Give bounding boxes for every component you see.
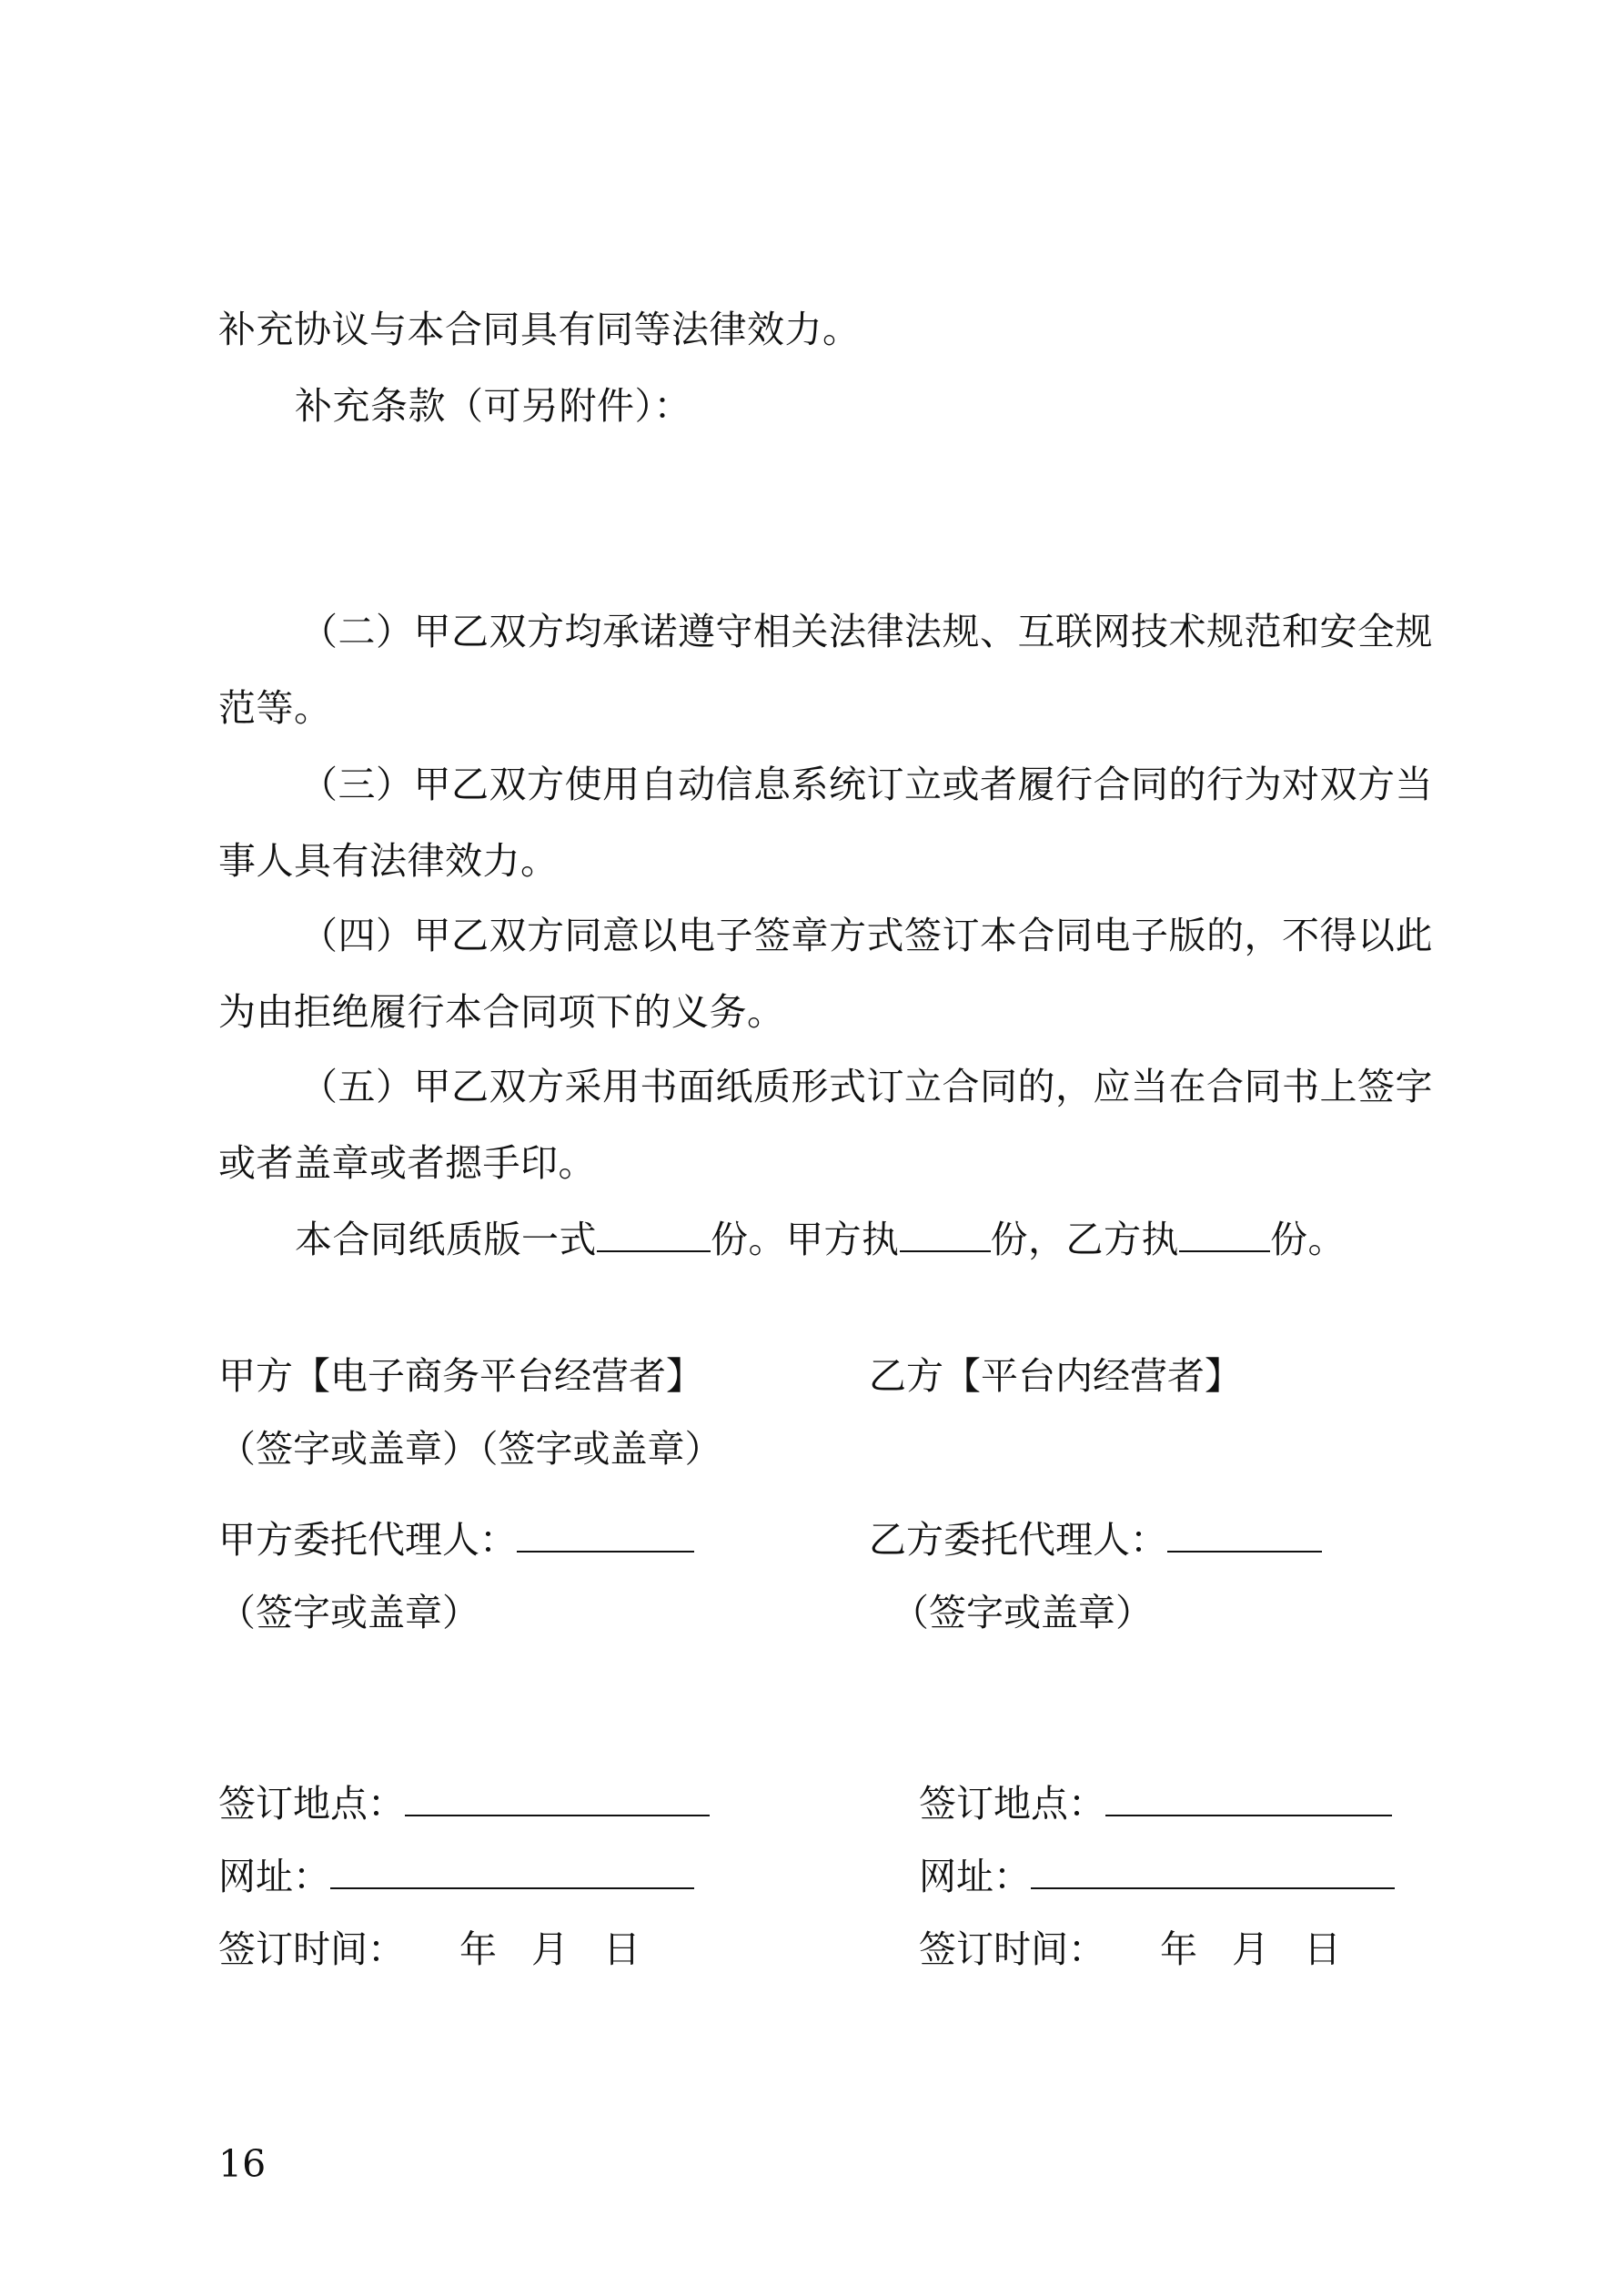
clause-5-line-2: 或者盖章或者摁手印。 bbox=[218, 1141, 596, 1185]
clause-5-line-1: （五）甲乙双方采用书面纸质形式订立合同的，应当在合同书上签字 bbox=[300, 1065, 1433, 1108]
clause-2-line-1: （二）甲乙双方均承诺遵守相关法律法规、互联网技术规范和安全规 bbox=[300, 610, 1433, 653]
party-b-day: 日 bbox=[1304, 1927, 1341, 1971]
party-a-month: 月 bbox=[531, 1927, 569, 1971]
copies-text-1: 本合同纸质版一式 bbox=[295, 1218, 597, 1261]
party-a-url-label: 网址： bbox=[218, 1855, 330, 1898]
party-a-url-line bbox=[218, 1851, 694, 1902]
party-b-year: 年 bbox=[1160, 1927, 1197, 1971]
party-b-agent-line bbox=[869, 1514, 1322, 1565]
party-a-url-blank[interactable] bbox=[330, 1853, 694, 1889]
party-a-place-label: 签订地点： bbox=[218, 1782, 405, 1826]
clause-2-line-2: 范等。 bbox=[218, 686, 332, 730]
party-b-time-line bbox=[919, 1924, 1341, 1975]
party-a-place-blank[interactable] bbox=[405, 1780, 710, 1816]
copies-text-3: 份，乙方执 bbox=[990, 1218, 1179, 1261]
party-a-year: 年 bbox=[459, 1927, 497, 1971]
clause-3-line-2: 事人具有法律效力。 bbox=[218, 839, 559, 883]
party-a-place-line bbox=[218, 1778, 710, 1829]
copies-party-b-blank[interactable] bbox=[1179, 1216, 1270, 1252]
page-number: 16 bbox=[218, 2142, 267, 2186]
party-b-agent-sign: （签字或盖章） bbox=[892, 1591, 1153, 1634]
copies-line bbox=[295, 1214, 1346, 1265]
party-b-url-blank[interactable] bbox=[1031, 1853, 1395, 1889]
sign-or-seal-row: （签字或盖章）（签字或盖章） bbox=[218, 1427, 722, 1471]
party-a-agent-sign: （签字或盖章） bbox=[218, 1591, 479, 1634]
party-b-place-label: 签订地点： bbox=[919, 1782, 1105, 1826]
party-b-url-line bbox=[919, 1851, 1395, 1902]
party-b-title: 乙方【平台内经营者】 bbox=[869, 1354, 1242, 1398]
party-a-agent-blank[interactable] bbox=[517, 1516, 694, 1553]
party-b-place-line bbox=[919, 1778, 1392, 1829]
party-b-agent-label: 乙方委托代理人： bbox=[869, 1518, 1167, 1562]
party-b-month: 月 bbox=[1232, 1927, 1269, 1971]
party-a-time-label: 签订时间： bbox=[218, 1927, 405, 1971]
paragraph-supplement-clauses: 补充条款（可另附件）： bbox=[295, 384, 691, 428]
party-a-time-line bbox=[218, 1924, 641, 1975]
party-a-agent-line bbox=[218, 1514, 694, 1565]
party-b-time-label: 签订时间： bbox=[919, 1927, 1105, 1971]
clause-4-line-1: （四）甲乙双方同意以电子签章方式签订本合同电子版的，不得以此 bbox=[300, 914, 1433, 957]
party-a-agent-label: 甲方委托代理人： bbox=[218, 1518, 517, 1562]
clause-3-line-1: （三）甲乙双方使用自动信息系统订立或者履行合同的行为对双方当 bbox=[300, 763, 1433, 806]
party-b-url-label: 网址： bbox=[919, 1855, 1031, 1898]
copies-party-a-blank[interactable] bbox=[900, 1216, 991, 1252]
copies-total-blank[interactable] bbox=[597, 1216, 711, 1252]
copies-text-4: 份。 bbox=[1270, 1218, 1346, 1261]
party-b-place-blank[interactable] bbox=[1105, 1780, 1392, 1816]
paragraph-supplement-validity: 补充协议与本合同具有同等法律效力。 bbox=[218, 308, 861, 351]
copies-text-2: 份。甲方执 bbox=[711, 1218, 900, 1261]
party-a-title: 甲方【电子商务平台经营者】 bbox=[218, 1354, 703, 1398]
party-a-day: 日 bbox=[603, 1927, 641, 1971]
clause-4-line-2: 为由拒绝履行本合同项下的义务。 bbox=[218, 990, 785, 1034]
party-b-agent-blank[interactable] bbox=[1167, 1516, 1322, 1553]
